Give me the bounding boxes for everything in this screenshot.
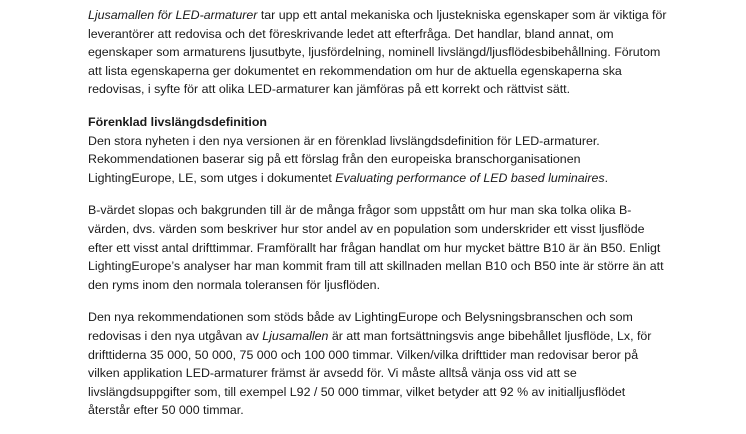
recommendation-text-a: Den nya rekommendationen som stöds både av LightingEurope och Belysningsbranschen och som redovisas i den nya utgåvan av [88,310,633,343]
b-value-paragraph: B-värdet slopas och bakgrunden till är de många frågor som uppstått om hur man ska tolka olika B-värden, dvs. värden som beskriver hur stor andel av en population som underskrider ett visst ljusflöde efter ett visst antal drifttimmar. Framförallt har frågan handlat om hur mycket bättre B10 är än B50. Enligt LightingEurope’s analyser har man kommit fram till att skillnaden mellan B10 och B50 inte är större än att den ryms inom den normala toleransen för ljusflöden. [88,203,664,292]
intro-paragraph [88,6,668,99]
recommendation-italic: Ljusamallen [262,328,329,343]
intro-title-italic: Ljusamallen för LED-armaturer [88,8,258,22]
definition-paragraph [88,113,668,187]
section-heading: Förenklad livslängdsdefinition [88,114,267,129]
document-page [88,6,668,434]
recommendation-text-b: är att man fortsättningsvis ange bibehållet ljusflöde, Lx, för drifttiderna 35 000, 50 000, 75 000 och 100 000 timmar. Vilken/vilka drifttider man redovisar beror på vilken applikation LED-armaturer främst är avsedd för. Vi måste alltså vänja oss vid att se livslängdsuppgifter som, till exempel L92 / 50 000 timmar, vilket betyder att 92 % av initialljusflödet återstår efter 50 000 timmar. [88,328,652,418]
intro-text: tar upp ett antal mekaniska och ljustekniska egenskaper som är viktiga för leverantörer att redovisa och det föreskrivande ledet att efterfråga. Det handlar, bland annat, om egenskaper som armaturens ljusutbyte, ljusfördelning, nominell livslängd/ljusflödesbibehållning. Förutom att lista egenskaperna ger dokumentet en rekommendation om hur de aktuella egenskaperna ska redovisas, i syfte för att olika LED-armaturer kan jämföras på ett korrekt och rättvist sätt. [88,8,667,97]
definition-text: Den stora nyheten i den nya versionen är en förenklad livslängdsdefinition för LED-armaturer. Rekommendationen baserar sig på ett förslag från den europeiska branschorganisationen LightingEurope, LE, som utges i dokumentet [88,133,600,185]
recommendation-paragraph [88,308,668,420]
definition-doc-title: Evaluating performance of LED based luminaires [335,170,605,185]
definition-end: . [604,170,609,185]
